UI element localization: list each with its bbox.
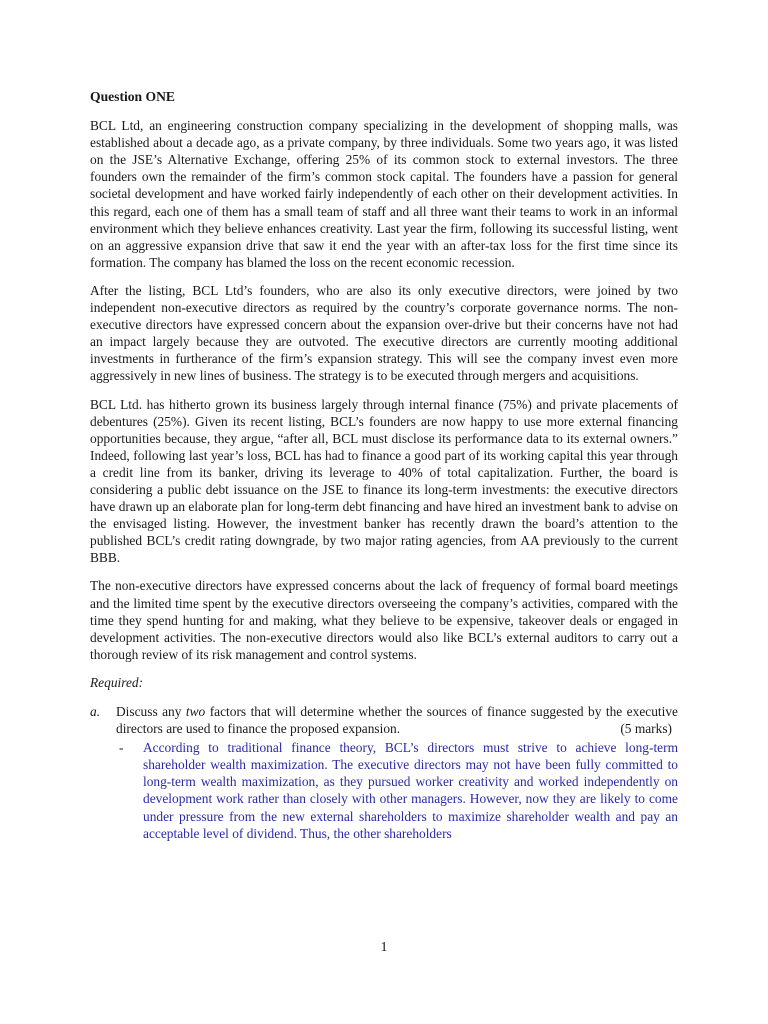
question-a-label: a.: [90, 704, 101, 719]
question-a-emphasis: two: [185, 704, 206, 719]
answer-a: [116, 739, 678, 842]
question-a-text-end: factors that will determine whether the sources of finance suggested by the executive directors are used to finance the proposed expansion.: [116, 704, 678, 737]
required-label: Required:: [90, 674, 144, 690]
paragraph-1: BCL Ltd, an engineering construction company specializing in the development of shopping malls, was established about a decade ago, as a private company, by three individuals. Some two years ago, it was listed on the JSE’s Alternative Exchange, offering 25% of its common stock to external investors. The three founders own the remainder of the firm’s common stock capital. The founders have a passion for general societal development and have worked fairly independently of each other on their development activities. In this regard, each one of them has a small team of staff and all three want their teams to work in an informal environment which they believe enhances creativity. Last year the firm, following its successful listing, went on an aggressive expansion drive that saw it end the year with an after-tax loss for the first time since its formation. The company has blamed the loss on the recent economic recession.: [90, 118, 678, 270]
question-title: Question ONE: [90, 89, 175, 104]
question-a-marks: (5 marks): [620, 721, 672, 737]
question-a-text-start: Discuss any: [116, 704, 186, 719]
answer-bullet: -: [119, 740, 124, 756]
question-a-text: [116, 703, 678, 737]
paragraph-2: After the listing, BCL Ltd’s founders, who are also its only executive directors, were joined by two independent non-executive directors as required by the country’s corporate governance norms. The non-executive directors have expressed concern about the expansion over-drive but their concerns have not had an impact largely because they are outvoted. The executive directors are currently mooting additional investments in furtherance of the firm’s expansion strategy. This will see the company invest even more aggressively in new lines of business. The strategy is to be executed through mergers and acquisitions.: [90, 282, 678, 384]
paragraph-3: BCL Ltd. has hitherto grown its business largely through internal finance (75%) and private placements of debentures (25%). Given its recent listing, BCL’s founders are now happy to use more external financing opportunities because, they argue, “after all, BCL must disclose its performance data to its external owners.” Indeed, following last year’s loss, BCL has had to finance a good part of its working capital this year through a credit line from its banker, driving its leverage to 40% of total capitalization. Further, the board is considering a public debt issuance on the JSE to finance its long-term investments: the executive directors have drawn up an elaborate plan for long-term debt financing and have hired an investment bank to advise on the envisaged listing. However, the investment banker has recently drawn the board’s attention to the published BCL’s credit rating downgrade, by two major rating agencies, from AA previously to the current BBB.: [90, 396, 678, 566]
document-body: [90, 88, 678, 842]
answer-text: According to traditional finance theory, BCL’s directors must strive to achieve long-term shareholder wealth maximization. The executive directors may not have been fully committed to long-term wealth maximization, as they pursued worker creativity and worked independently on development work rather than closely with other managers. However, now they are likely to come under pressure from the new external shareholders to maximize shareholder wealth and pay an acceptable level of dividend. Thus, the other shareholders: [143, 740, 678, 841]
paragraph-4: The non-executive directors have expressed concerns about the lack of frequency of formal board meetings and the limited time spent by the executive directors overseeing the company’s activities, compared with the time they spend hunting for and making, what they believe to be expensive, takeover deals or engaged in development activities. The non-executive directors would also like BCL’s external auditors to carry out a thorough review of its risk management and control systems.: [90, 578, 678, 662]
page-number: 1: [380, 940, 388, 955]
question-a: [90, 703, 678, 737]
